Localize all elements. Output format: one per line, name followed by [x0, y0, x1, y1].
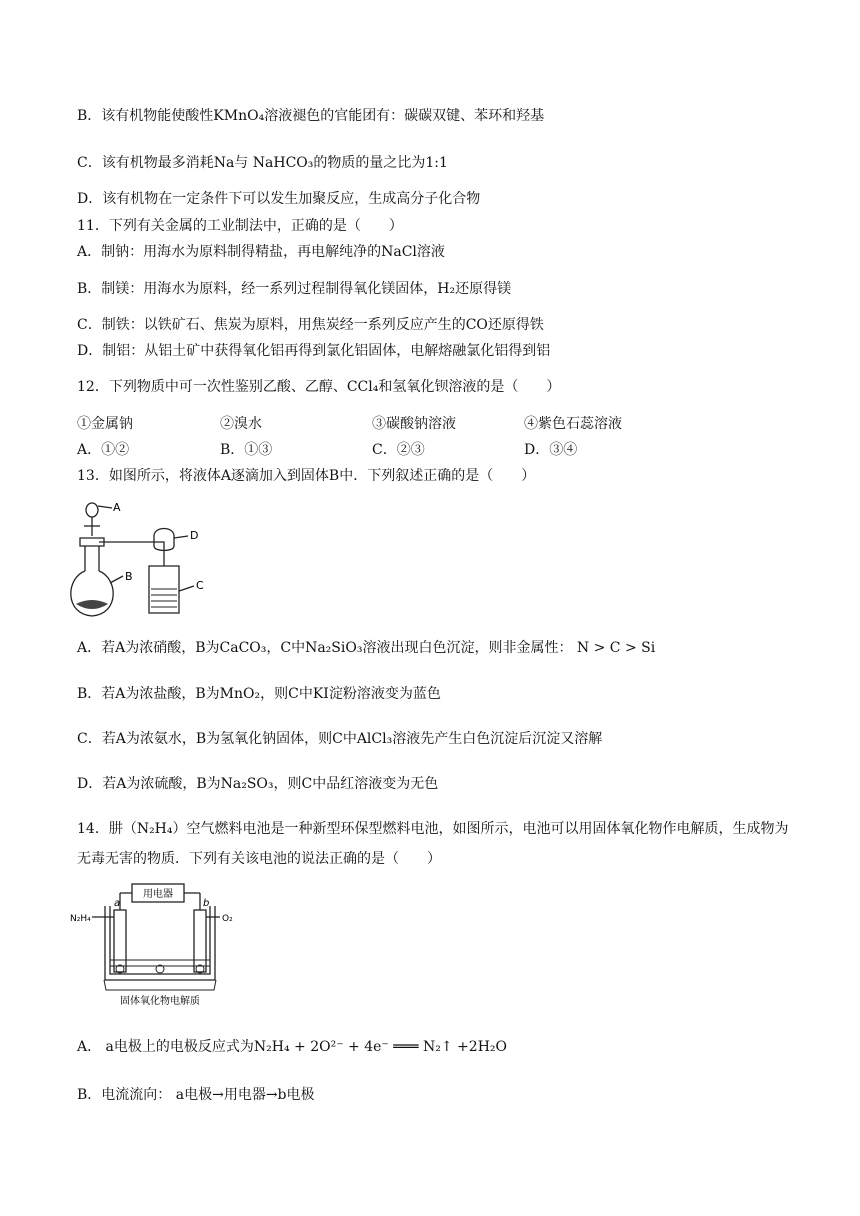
q14-option-b: B．电流流向： a电极→用电器→b电极: [77, 1087, 315, 1103]
q13-label-c: C: [196, 579, 204, 592]
q13-apparatus-figure: [70, 496, 220, 620]
q14-label-electrolyte: 固体氧化物电解质: [120, 996, 200, 1007]
q14-label-electrode-b: b: [203, 898, 210, 909]
q13-label-d: D: [190, 529, 199, 542]
q12-option-a: A．①②: [77, 442, 130, 458]
q14-label-o2: O₂: [222, 914, 233, 924]
q12-item-3: ③碳酸钠溶液: [372, 416, 456, 432]
q13-option-b: B．若A为浓盐酸，B为MnO₂，则C中KI淀粉溶液变为蓝色: [77, 686, 441, 702]
q13-option-c: C．若A为浓氨水，B为氢氧化钠固体，则C中AlCl₃溶液先产生白色沉淀后沉淀又溶解: [77, 731, 603, 747]
q13-label-b: B: [125, 570, 133, 583]
q10-option-b: B．该有机物能使酸性KMnO₄溶液褪色的官能团有：碳碳双键、苯环和羟基: [77, 108, 545, 124]
q14-fuel-cell-figure: [70, 880, 250, 1015]
q14-option-a: A． a电极上的电极反应式为N₂H₄ + 2O²⁻ + 4e⁻ ═══ N₂↑ +2H₂O: [77, 1039, 507, 1055]
q11-option-c: C．制铁：以铁矿石、焦炭为原料，用焦炭经一系列反应产生的CO还原得铁: [77, 317, 544, 333]
q14-label-n2h4: N₂H₄: [70, 914, 91, 924]
q12-item-4: ④紫色石蕊溶液: [524, 416, 622, 432]
q13-option-a: A．若A为浓硝酸，B为CaCO₃，C中Na₂SiO₃溶液出现白色沉淀，则非金属性： N > C > Si: [77, 640, 656, 656]
q14-stem: 14．肼（N₂H₄）空气燃料电池是一种新型环保型燃料电池，如图所示，电池可以用固体氧化物作电解质，生成物为无毒无害的物质．下列有关该电池的说法正确的是（ ）: [77, 821, 789, 867]
q13-stem: 13．如图所示，将液体A逐滴加入到固体B中．下列叙述正确的是（ ）: [77, 468, 536, 484]
q11-option-b: B．制镁：用海水为原料，经一系列过程制得氧化镁固体，H₂还原得镁: [77, 281, 512, 297]
q13-label-a: A: [113, 501, 121, 514]
q11-option-d: D．制铝：从铝土矿中获得氧化铝再得到氯化铝固体，电解熔融氯化铝得到铝: [77, 343, 551, 359]
q14-label-electrode-a: a: [114, 898, 121, 909]
q12-option-d: D．③④: [524, 442, 578, 458]
q14-label-device: 用电器: [143, 889, 173, 900]
q11-stem: 11．下列有关金属的工业制法中，正确的是（ ）: [77, 218, 403, 234]
q12-option-b: B．①③: [220, 442, 273, 458]
q10-option-c: C．该有机物最多消耗Na与 NaHCO₃的物质的量之比为1:1: [77, 155, 448, 171]
q12-stem: 12．下列物质中可一次性鉴别乙酸、乙醇、CCl₄和氢氧化钡溶液的是（ ）: [77, 379, 561, 395]
q12-option-c: C．②③: [372, 442, 425, 458]
q12-item-2: ②溴水: [220, 416, 262, 432]
q10-option-d: D．该有机物在一定条件下可以发生加聚反应，生成高分子化合物: [77, 191, 481, 207]
q13-option-d: D．若A为浓硫酸，B为Na₂SO₃，则C中品红溶液变为无色: [77, 776, 439, 792]
q11-option-a: A．制钠：用海水为原料制得精盐，再电解纯净的NaCl溶液: [77, 244, 445, 260]
q12-item-1: ①金属钠: [77, 416, 133, 432]
